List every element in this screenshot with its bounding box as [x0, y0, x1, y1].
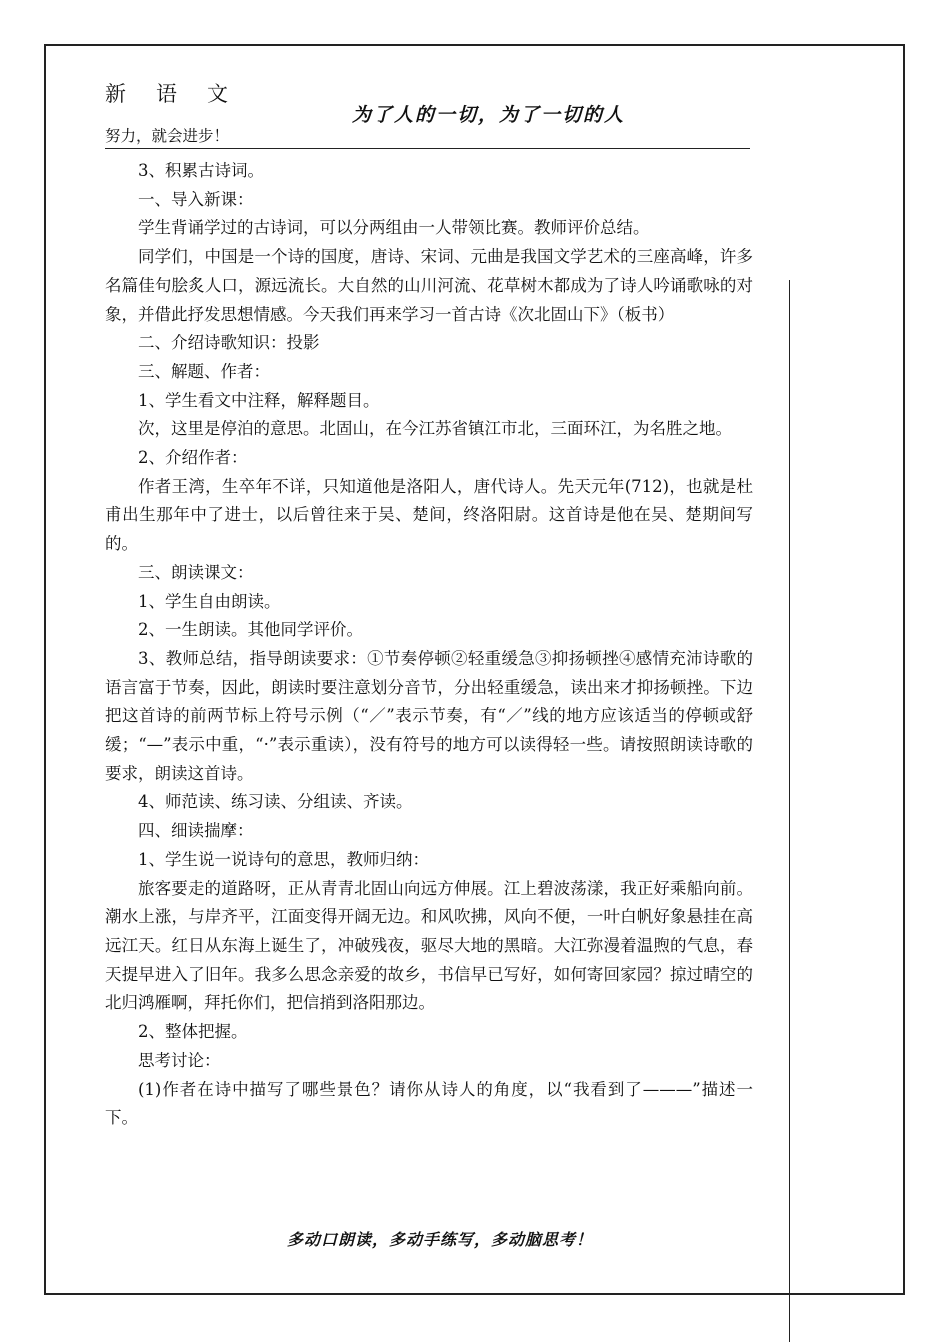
- paragraph: 1、学生看文中注释，解释题目。: [138, 390, 380, 410]
- paragraph: 思考讨论：: [138, 1050, 221, 1070]
- section-heading: 二、介绍诗歌知识：投影: [138, 333, 320, 353]
- header-divider: [105, 148, 750, 149]
- paragraph: 2、整体把握。: [138, 1022, 248, 1042]
- paragraph: 同学们，中国是一个诗的国度，唐诗、宋词、元曲是我国文学艺术的三座高峰，许多名篇佳句脍炙人口，源远流长。大自然的山川河流、花草树木都成为了诗人吟诵歌咏的对象，并借此抒发思想情感。今天我们再来学习一首古诗《次北固山下》（板书）: [105, 247, 753, 324]
- section-heading: 四、细读揣摩：: [138, 821, 254, 841]
- paragraph: 2、介绍作者：: [138, 448, 248, 468]
- section-heading: 三、朗读课文：: [138, 562, 254, 582]
- header-title: 新语文: [105, 82, 258, 106]
- paragraph: (1)作者在诗中描写了哪些景色？请你从诗人的角度，以“我看到了———”描述一下。: [105, 1079, 753, 1128]
- section-heading: 一、导入新课：: [138, 189, 254, 209]
- binding-line: [789, 280, 790, 1342]
- paragraph: 3、教师总结，指导朗读要求：①节奏停顿②轻重缓急③抑扬顿挫④感情充沛诗歌的语言富于节奏，因此，朗读时要注意划分音节，分出轻重缓急，读出来才抑扬顿挫。下边把这首诗的前两节标上符号示例（“／”表示节奏，有“／”线的地方应该适当的停顿或舒缓；“—”表示中重，“·”表示重读），没有符号的地方可以读得轻一些。请按照朗读诗歌的要求，朗读这首诗。: [105, 648, 753, 783]
- header-slogan: 为了人的一切，为了一切的人: [352, 104, 626, 126]
- paragraph: 1、学生说一说诗句的意思，教师归纳：: [138, 849, 429, 869]
- paragraph: 1、学生自由朗读。: [138, 591, 281, 611]
- footer-motto: 多动口朗读，多动手练写，多动脑思考！: [286, 1230, 593, 1249]
- paragraph: 2、一生朗读。其他同学评价。: [138, 620, 363, 640]
- paragraph: 学生背诵学过的古诗词，可以分两组由一人带领比赛。教师评价总结。: [138, 218, 650, 238]
- paragraph: 4、师范读、练习读、分组读、齐读。: [138, 792, 413, 812]
- section-heading: 三、解题、作者：: [138, 361, 270, 381]
- paragraph: 旅客要走的道路呀，正从青青北固山向远方伸展。江上碧波荡漾，我正好乘船向前。潮水上涨，与岸齐平，江面变得开阔无边。和风吹拂，风向不便，一叶白帆好象悬挂在高远江天。红日从东海上诞生了，冲破残夜，驱尽大地的黑暗。大江弥漫着温煦的气息，春天提早进入了旧年。我多么思念亲爱的故乡，书信早已写好，如何寄回家园？掠过晴空的北归鸿雁啊，拜托你们，把信捎到洛阳那边。: [105, 878, 753, 1013]
- paragraph: 作者王湾，生卒年不详，只知道他是洛阳人，唐代诗人。先天元年(712)，也就是杜甫出生那年中了进士，以后曾往来于吴、楚间，终洛阳尉。这首诗是他在吴、楚期间写的。: [105, 476, 753, 554]
- paragraph: 3、积累古诗词。: [138, 161, 264, 180]
- lesson-body: [105, 157, 753, 1133]
- header-subtitle: 努力，就会进步！: [105, 127, 230, 145]
- paragraph: 次，这里是停泊的意思。北固山，在今江苏省镇江市北，三面环江，为名胜之地。: [138, 419, 732, 439]
